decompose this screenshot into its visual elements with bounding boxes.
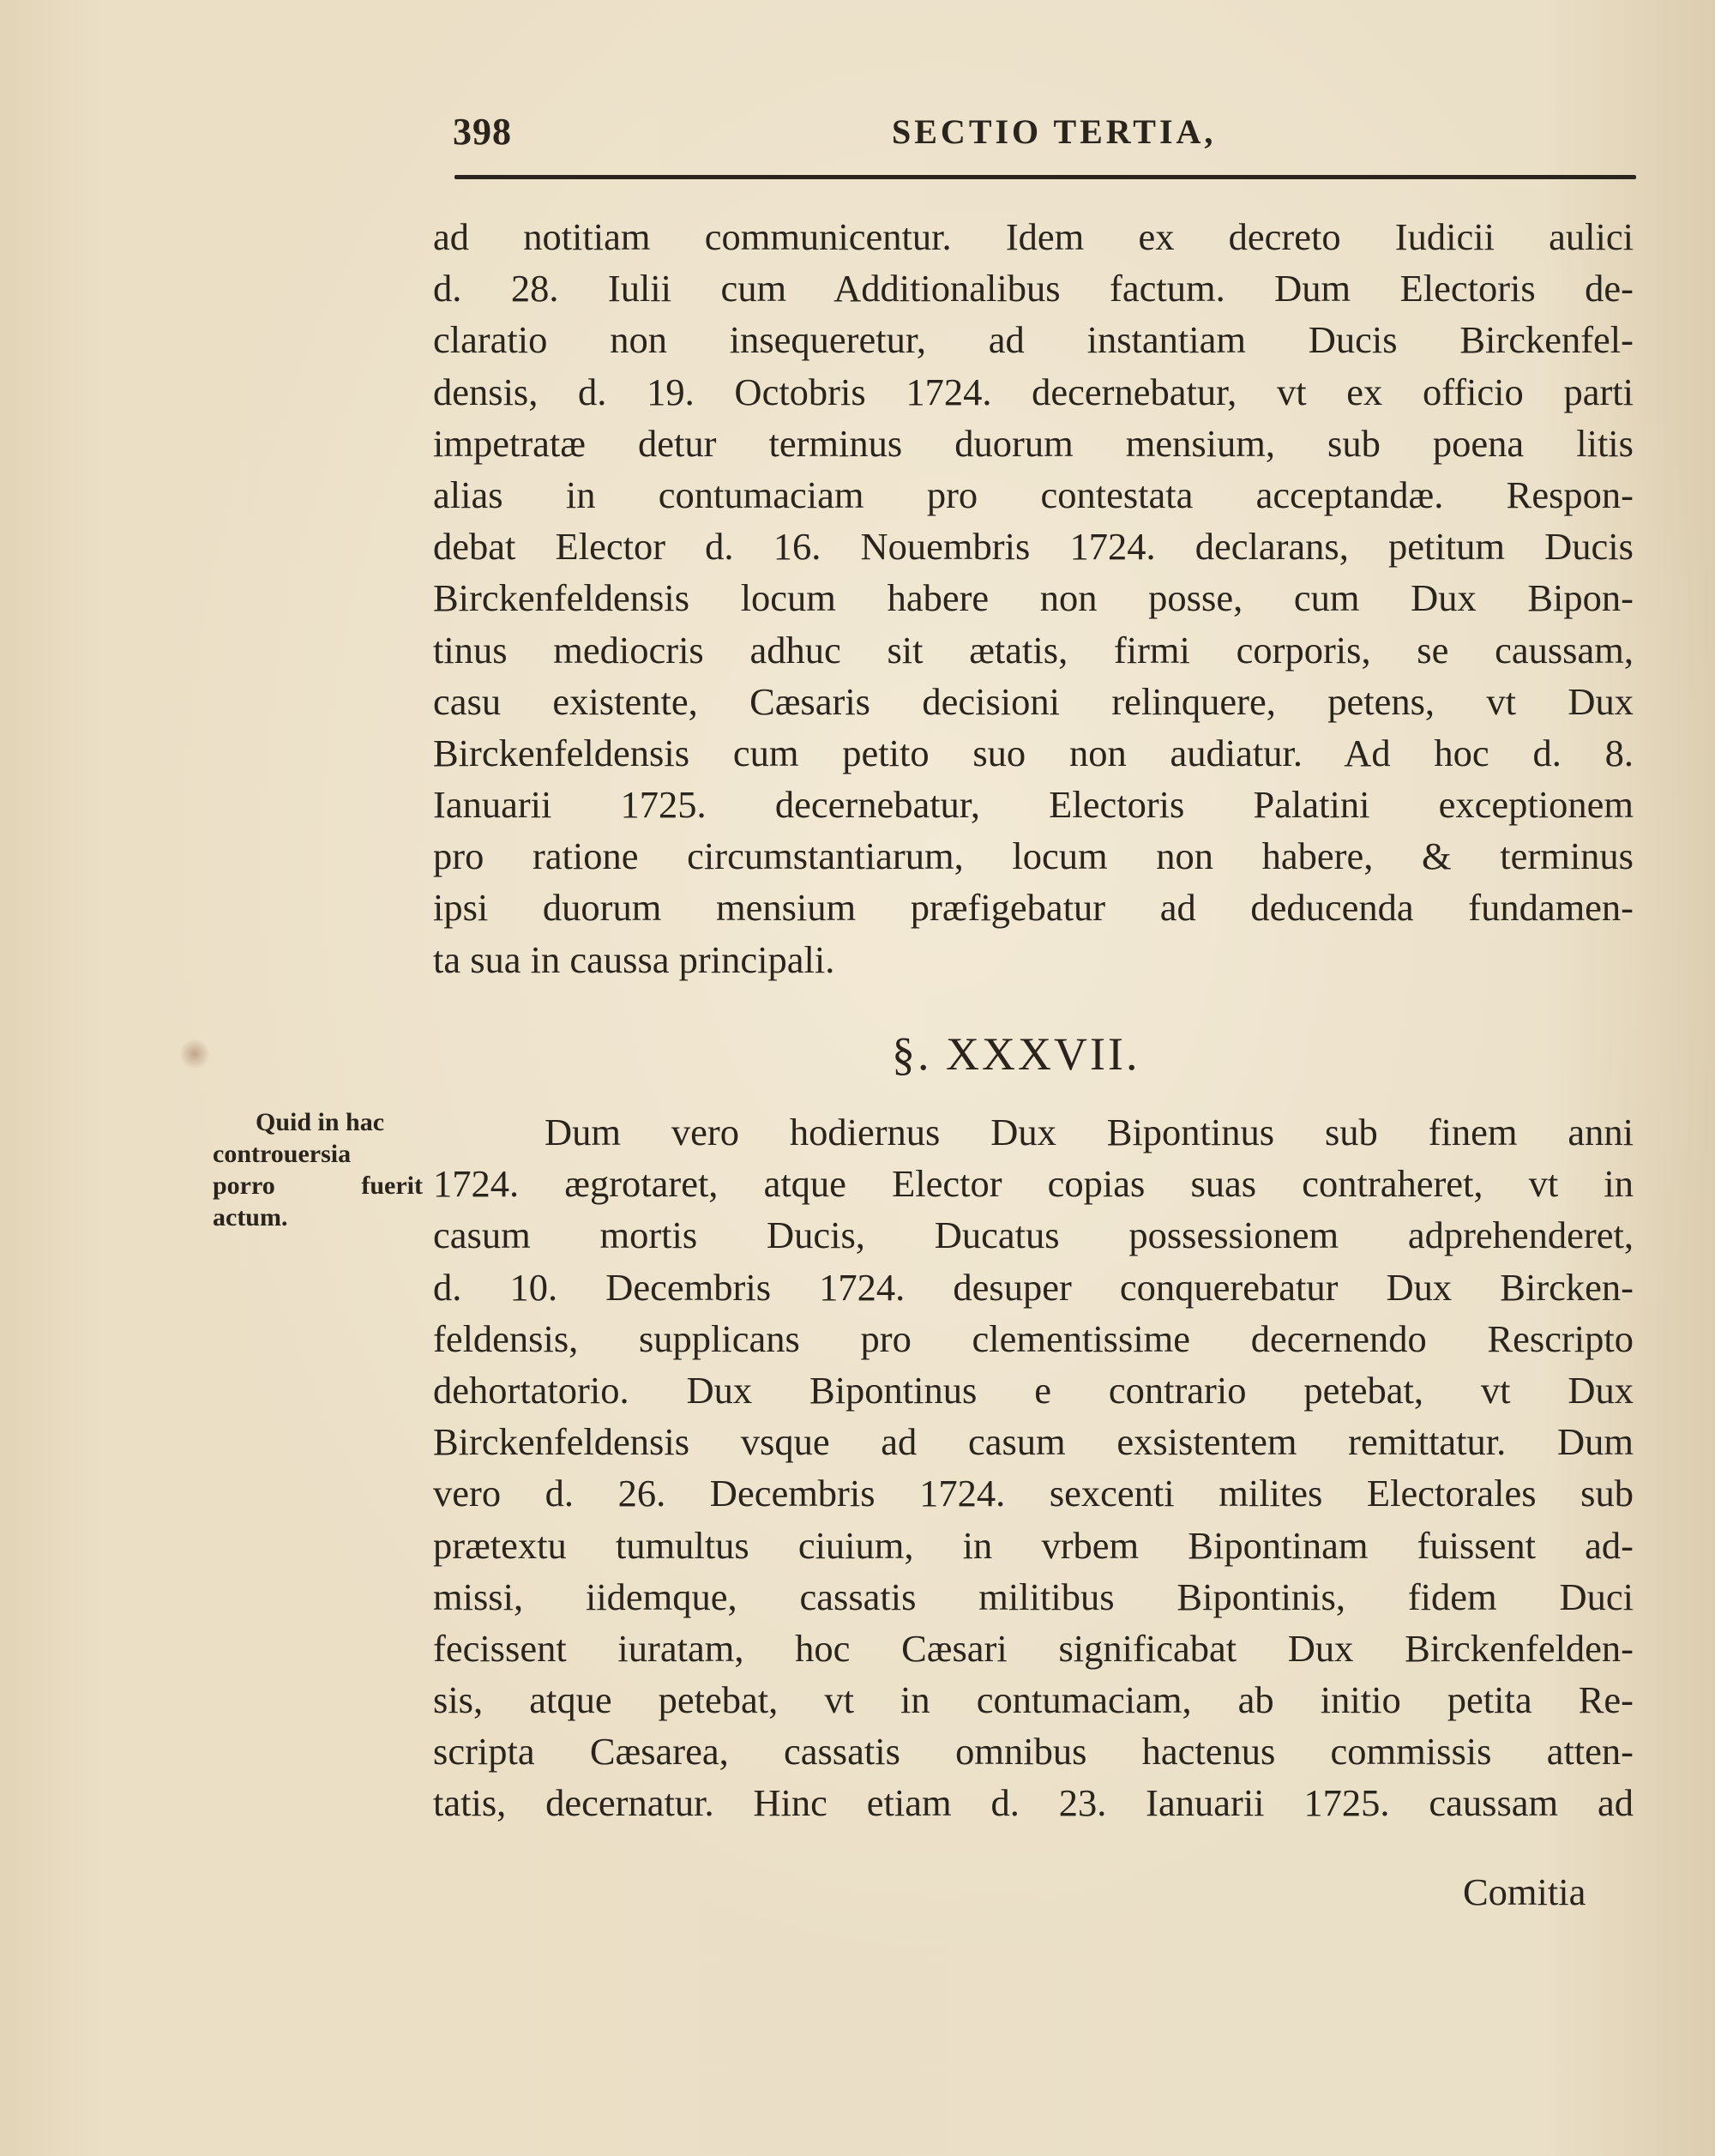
text-line: Birckenfeldensis locum habere non posse, cum Dux Bipon- — [433, 576, 1634, 620]
running-head: SECTIO TERTIA, — [892, 112, 1217, 151]
text-line: scripta Cæsarea, cassatis omnibus hactenus commissis atten- — [433, 1730, 1634, 1774]
margin-note-line: actum. — [213, 1203, 288, 1232]
text-line: d. 10. Decembris 1724. desuper conquerebatur Dux Bircken- — [433, 1265, 1634, 1309]
text-line: 1724. ægrotaret, atque Elector copias suas contraheret, vt in — [433, 1162, 1634, 1206]
paragraph-1 — [433, 211, 1634, 985]
text-line: vero d. 26. Decembris 1724. sexcenti milites Electorales sub — [433, 1472, 1634, 1515]
text-line: fecissent iuratam, hoc Cæsari significabat Dux Birckenfelden- — [433, 1626, 1634, 1670]
section-heading: §. XXXVII. — [892, 1028, 1140, 1080]
text-line: tatis, decernatur. Hinc etiam d. 23. Ianuarii 1725. caussam ad — [433, 1781, 1634, 1825]
text-line: impetratæ detur terminus duorum mensium, sub poena litis — [433, 421, 1634, 465]
text-line: sis, atque petebat, vt in contumaciam, ab initio petita Re- — [433, 1678, 1634, 1722]
text-line: densis, d. 19. Octobris 1724. decernebatur, vt ex officio parti — [433, 370, 1634, 413]
text-line: ipsi duorum mensium præfigebatur ad deducenda fundamen- — [433, 886, 1634, 930]
margin-note-line: controuersia — [213, 1140, 352, 1168]
text-line: Birckenfeldensis cum petito suo non audiatur. Ad hoc d. 8. — [433, 731, 1634, 774]
text-line: Ianuarii 1725. decernebatur, Electoris Palatini exceptionem — [433, 783, 1634, 827]
text-line: claratio non insequeretur, ad instantiam Ducis Birckenfel- — [433, 318, 1634, 362]
paragraph-2 — [433, 1106, 1634, 1829]
margin-note-line: porro fuerit — [213, 1171, 423, 1200]
text-line: d. 28. Iulii cum Additionalibus factum. Dum Electoris de- — [433, 267, 1634, 310]
text-line: ta sua in caussa principali. — [433, 937, 835, 981]
text-line: prætextu tumultus ciuium, in vrbem Bipontinam fuissent ad- — [433, 1523, 1634, 1567]
text-line: Birckenfeldensis vsque ad casum exsistentem remittatur. Dum — [433, 1420, 1634, 1464]
text-line: casum mortis Ducis, Ducatus possessionem adprehenderet, — [433, 1214, 1634, 1257]
text-line: casu existente, Cæsaris decisioni relinquere, petens, vt Dux — [433, 679, 1634, 723]
text-line: ad notitiam communicentur. Idem ex decreto Iudicii aulici — [433, 215, 1634, 258]
margin-note — [213, 1106, 427, 1233]
text-line: alias in contumaciam pro contestata acceptandæ. Respon- — [433, 473, 1634, 516]
text-line: debat Elector d. 16. Nouembris 1724. declarans, petitum Ducis — [433, 525, 1634, 569]
text-line: tinus mediocris adhuc sit ætatis, firmi corporis, se caussam, — [433, 628, 1634, 671]
text-line: pro ratione circumstantiarum, locum non habere, & terminus — [433, 834, 1634, 878]
text-line: missi, iidemque, cassatis militibus Bipontinis, fidem Duci — [433, 1575, 1634, 1618]
page-header — [453, 110, 1634, 161]
catchword: Comitia — [1463, 1870, 1586, 1913]
paper-stain — [180, 1038, 209, 1070]
text-line: dehortatorio. Dux Bipontinus e contrario petebat, vt Dux — [433, 1368, 1634, 1412]
text-line: Dum vero hodiernus Dux Bipontinus sub finem anni — [545, 1111, 1634, 1153]
header-rule — [454, 175, 1636, 179]
text-line: feldensis, supplicans pro clementissime decernendo Rescripto — [433, 1316, 1634, 1360]
page-number: 398 — [453, 111, 512, 153]
margin-note-line: Quid in hac — [256, 1108, 385, 1136]
